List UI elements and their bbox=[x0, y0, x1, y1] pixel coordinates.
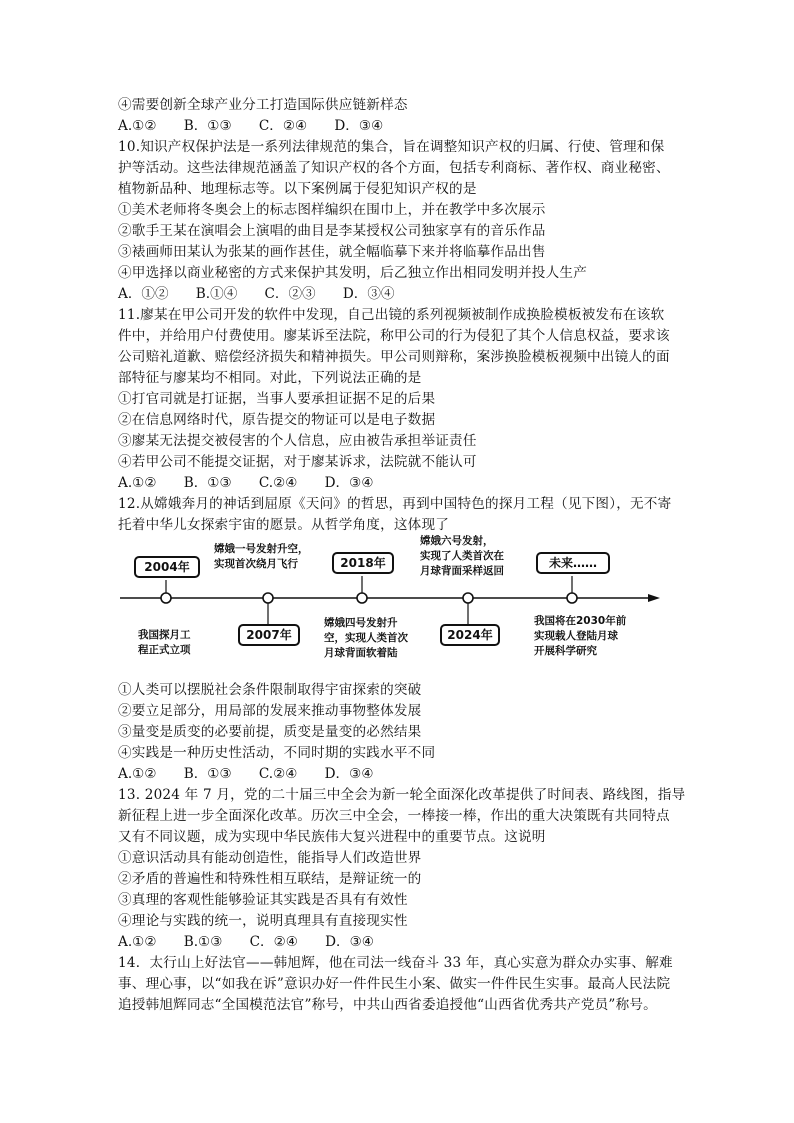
exam-page bbox=[118, 95, 690, 1016]
timeline-node-2024 bbox=[463, 593, 473, 603]
event-future-line: 实现载人登陆月球 bbox=[534, 630, 618, 642]
event-future-line: 我国将在2030年前 bbox=[534, 615, 627, 627]
event-2024-line: 月球背面采样返回 bbox=[420, 565, 504, 577]
event-2018-line: 月球背面软着陆 bbox=[324, 647, 398, 659]
q10-item-3: ③裱画师田某认为张某的画作甚佳，就全幅临摹下来并将临摹作品出售 bbox=[118, 244, 546, 260]
q11-item-2: ②在信息网络时代，原告提交的物证可以是电子数据 bbox=[118, 412, 436, 428]
q10-stem-line: 10.知识产权保护法是一系列法律规范的集合，旨在调整知识产权的归属、行使、管理和保 bbox=[118, 139, 665, 155]
q11-item-1: ①打官司就是打证据，当事人要承担证据不足的后果 bbox=[118, 391, 436, 407]
q11-item-3: ③廖某无法提交被侵害的个人信息，应由被告承担举证责任 bbox=[118, 433, 477, 449]
event-2018 bbox=[324, 616, 408, 661]
event-2004-line: 我国探月工 bbox=[138, 629, 191, 641]
event-2007-line: 实现首次绕月飞行 bbox=[214, 558, 298, 570]
q10-item-2: ②歌手王某在演唱会上演唱的曲目是李某授权公司独家享有的音乐作品 bbox=[118, 223, 546, 239]
q12-options: A.①② B．①③ C.②④ D．③④ bbox=[118, 766, 374, 782]
q11-stem-line: 公司赔礼道歉、赔偿经济损失和精神损失。甲公司则辩称，案涉换脸模板视频中出镜人的面 bbox=[118, 349, 670, 365]
q9-item-4: ④需要创新全球产业分工打造国际供应链新样态 bbox=[118, 97, 408, 113]
q13-item-1: ①意识活动具有能动创造性，能指导人们改造世界 bbox=[118, 850, 422, 866]
timeline-node-future bbox=[567, 593, 577, 603]
event-2007 bbox=[214, 542, 309, 572]
q14-stem-line: 事、理心事，以“如我在诉”意识办好一件件民生小案、做实一件件民生实事。最高人民法院 bbox=[118, 976, 671, 992]
q11-options: A.①② B．①③ C.②④ D．③④ bbox=[118, 475, 374, 491]
q9-options: A.①② B．①③ C．②④ D．③④ bbox=[118, 118, 384, 134]
event-2024-line: 嫦娥六号发射， bbox=[420, 535, 494, 547]
event-2018-line: 空，实现人类首次 bbox=[324, 632, 408, 644]
year-box-2007: 2007年 bbox=[238, 624, 300, 646]
q10-stem-line: 植物新品种、地理标志等。以下案例属于侵犯知识产权的是 bbox=[118, 181, 477, 197]
q11-item-4: ④若甲公司不能提交证据，对于廖某诉求，法院就不能认可 bbox=[118, 454, 477, 470]
event-2007-line: 嫦娥一号发射升空， bbox=[214, 543, 309, 555]
timeline-node-2004 bbox=[161, 593, 171, 603]
q10-stem-line: 护等活动。这些法律规范涵盖了知识产权的各个方面，包括专利商标、著作权、商业秘密、 bbox=[118, 160, 670, 176]
q13-item-2: ②矛盾的普遍性和特殊性相互联结，是辩证统一的 bbox=[118, 871, 422, 887]
q14-stem-line: 追授韩旭辉同志“全国模范法官”称号，中共山西省委追授他“山西省优秀共产党员”称号。 bbox=[118, 997, 657, 1013]
q12-item-4: ④实践是一种历史性活动，不同时期的实践水平不同 bbox=[118, 745, 436, 761]
q12-item-1: ①人类可以摆脱社会条件限制取得宇宙探索的突破 bbox=[118, 682, 422, 698]
q13-item-4: ④理论与实践的统一，说明真理具有直接现实性 bbox=[118, 913, 408, 929]
event-future bbox=[534, 614, 626, 659]
q14-stem-line: 14．太行山上好法官——韩旭辉，他在司法一线奋斗 33 年，真心实意为群众办实事、解难 bbox=[118, 955, 673, 971]
q13-stem-line: 新征程上进一步全面深化改革。历次三中全会，一棒接一棒，作出的重大决策既有共同特点 bbox=[118, 808, 670, 824]
timeline-node-2018 bbox=[357, 593, 367, 603]
year-box-2024: 2024年 bbox=[440, 624, 500, 646]
q13-options: A.①② B.①③ C．②④ D．③④ bbox=[118, 934, 374, 950]
q11-stem-line: 件中，并给用户付费使用。廖某诉至法院，称甲公司的行为侵犯了其个人信息权益，要求该 bbox=[118, 328, 670, 344]
year-box-future: 未来…… bbox=[536, 552, 610, 574]
q11-stem-line: 部特征与廖某均不相同。对此，下列说法正确的是 bbox=[118, 370, 422, 386]
event-2024 bbox=[420, 534, 504, 579]
event-2004 bbox=[138, 628, 191, 658]
timeline-node-2007 bbox=[263, 593, 273, 603]
q13-item-3: ③真理的客观性能够验证其实践是否具有有效性 bbox=[118, 892, 408, 908]
event-2004-line: 程正式立项 bbox=[138, 644, 191, 656]
moon-exploration-timeline bbox=[114, 535, 686, 678]
year-box-2018: 2018年 bbox=[332, 552, 394, 574]
q12-stem-line: 12.从嫦娥奔月的神话到屈原《天问》的哲思，再到中国特色的探月工程（见下图），无不寄 bbox=[118, 496, 672, 512]
timeline-arrow-icon bbox=[648, 594, 660, 602]
q10-item-4: ④甲选择以商业秘密的方式来保护其发明，后乙独立作出相同发明并投人生产 bbox=[118, 265, 587, 281]
q13-stem-line: 又有不同议题，成为实现中华民族伟大复兴进程中的重要节点。这说明 bbox=[118, 829, 546, 845]
q12-stem-line: 托着中华儿女探索宇宙的愿景。从哲学角度，这体现了 bbox=[118, 517, 450, 533]
q12-item-3: ③量变是质变的必要前提，质变是量变的必然结果 bbox=[118, 724, 422, 740]
event-future-line: 开展科学研究 bbox=[534, 645, 597, 657]
event-2018-line: 嫦娥四号发射升 bbox=[324, 617, 398, 629]
q10-item-1: ①美术老师将冬奥会上的标志图样编织在围巾上，并在教学中多次展示 bbox=[118, 202, 546, 218]
q13-stem-line: 13. 2024 年 7 月，党的二十届三中全会为新一轮全面深化改革提供了时间表、路线图，指导 bbox=[118, 787, 686, 803]
q11-stem-line: 11.廖某在甲公司开发的软件中发现，自己出镜的系列视频被制作成换脸模板被发布在该软 bbox=[118, 307, 665, 323]
q10-options: A．①② B.①④ C．②③ D．③④ bbox=[118, 286, 395, 302]
q12-item-2: ②要立足部分，用局部的发展来推动事物整体发展 bbox=[118, 703, 422, 719]
year-box-2004: 2004年 bbox=[134, 556, 200, 578]
event-2024-line: 实现了人类首次在 bbox=[420, 550, 504, 562]
